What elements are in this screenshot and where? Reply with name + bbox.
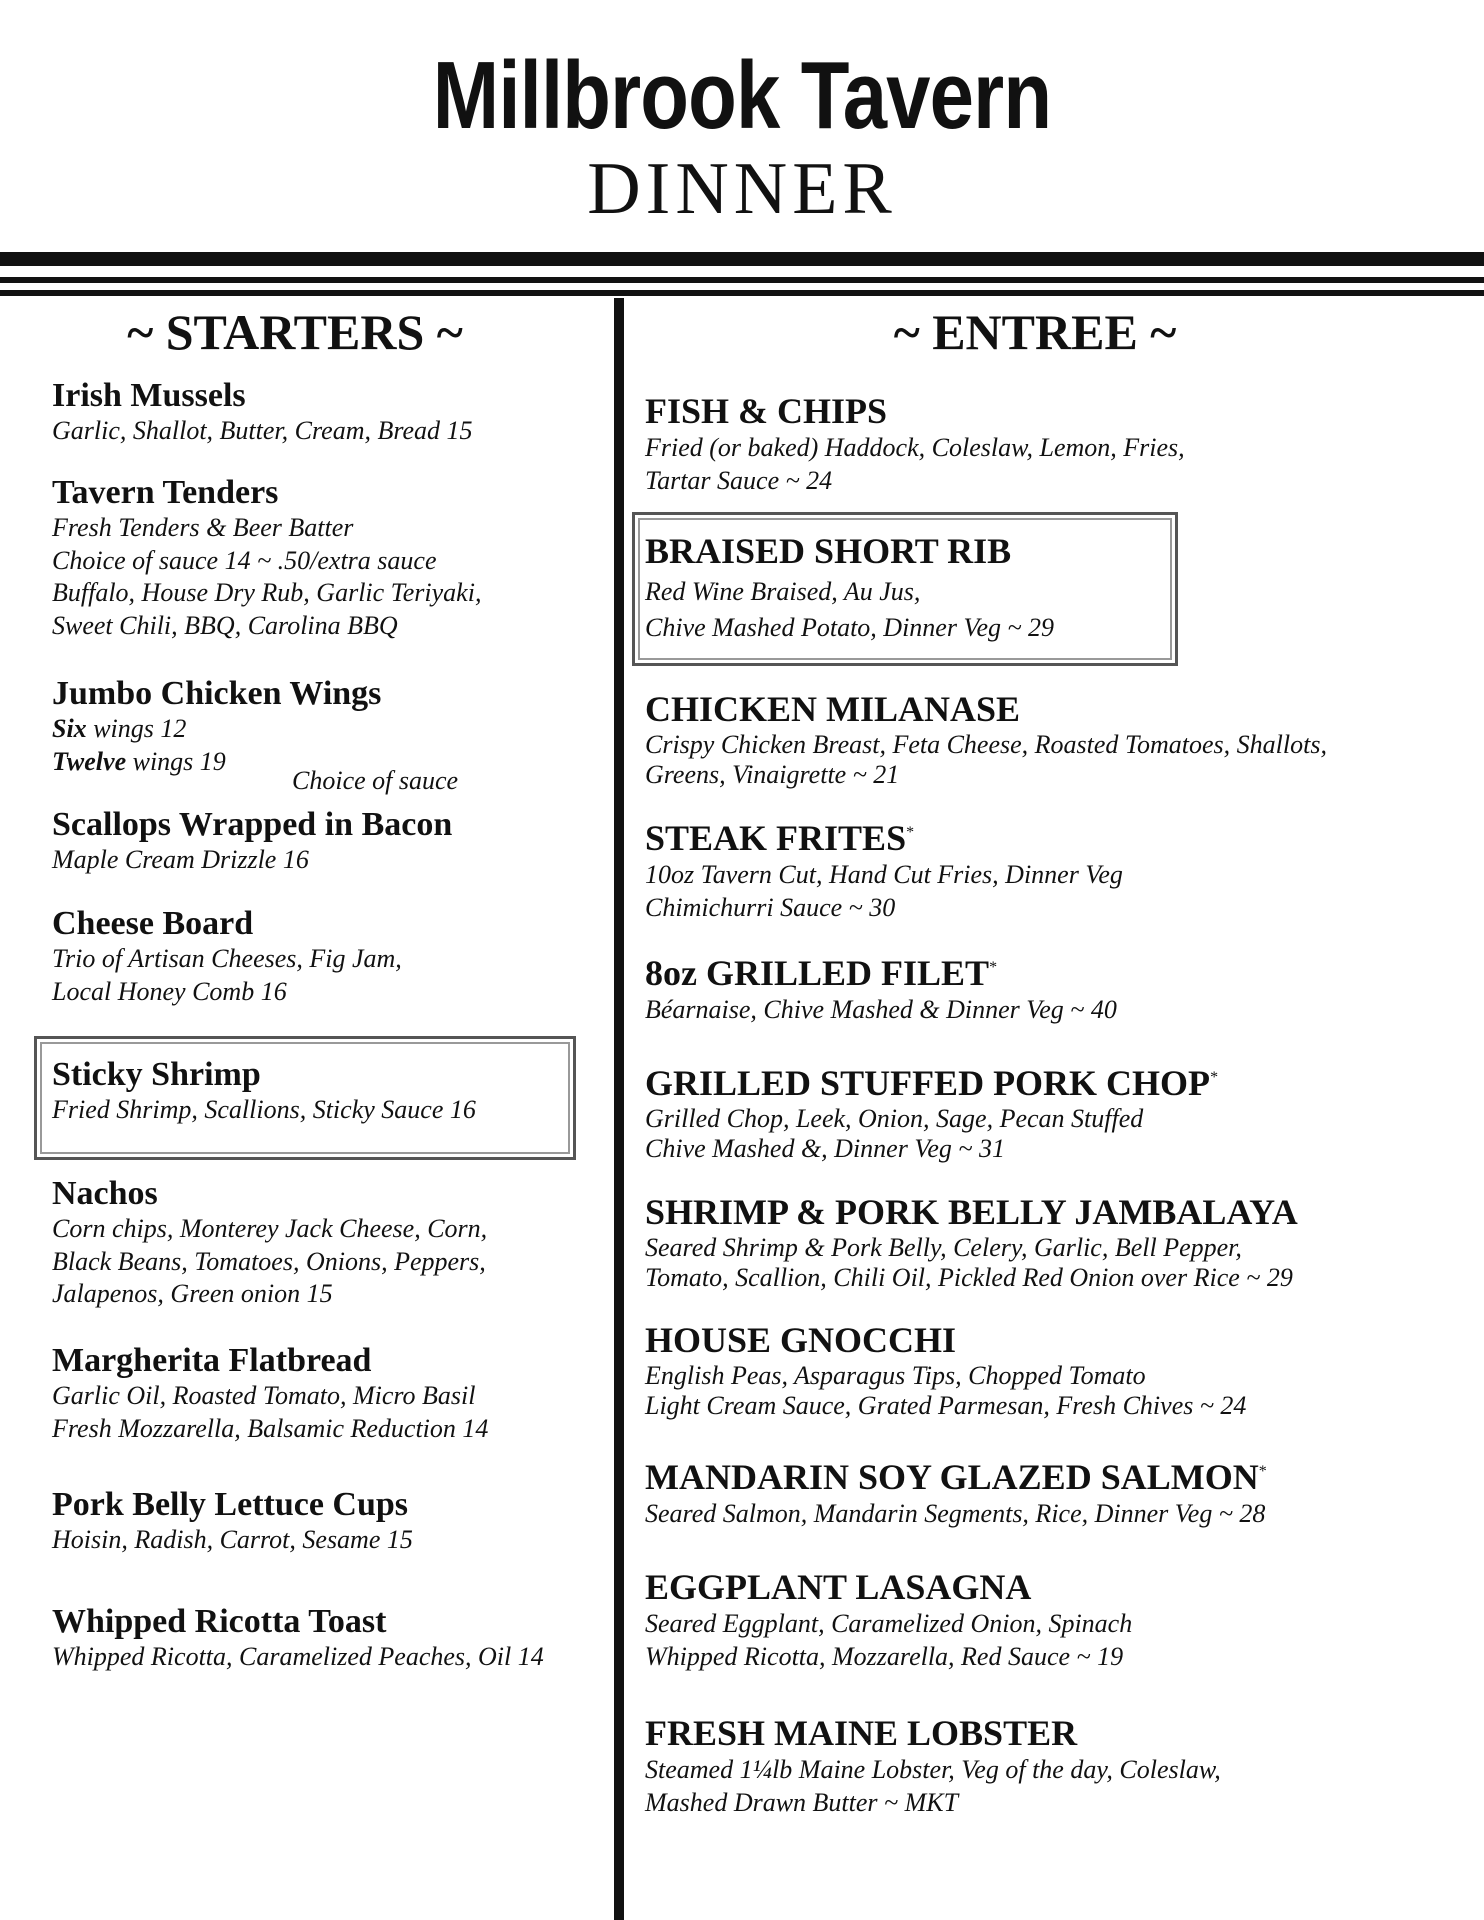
entree-item xyxy=(645,818,1123,924)
entree-name: CHICKEN MILANASE xyxy=(645,689,1021,729)
header-rule-thick xyxy=(0,252,1484,266)
entree-item xyxy=(645,1192,1298,1292)
entree-description: 10oz Tavern Cut, Hand Cut Fries, Dinner Veg xyxy=(645,860,1123,890)
entree-name: FISH & CHIPS xyxy=(645,391,888,431)
entree-description: Fried (or baked) Haddock, Coleslaw, Lemon, Fries, xyxy=(645,433,1185,463)
entree-description: Red Wine Braised, Au Jus, xyxy=(645,577,921,607)
entree-description: Chive Mashed Potato, Dinner Veg ~ 29 xyxy=(645,613,1055,643)
starter-description: Buffalo, House Dry Rub, Garlic Teriyaki, xyxy=(52,578,482,608)
consumer-advisory-asterisk: * xyxy=(1210,1069,1219,1086)
entree-description: Seared Salmon, Mandarin Segments, Rice, Dinner Veg ~ 28 xyxy=(645,1499,1266,1529)
wings-price-twelve: wings 19 xyxy=(126,746,226,776)
entree-description: Steamed 1¼lb Maine Lobster, Veg of the day, Coleslaw, xyxy=(645,1755,1221,1785)
starter-name: Scallops Wrapped in Bacon xyxy=(52,806,453,843)
starter-name: Cheese Board xyxy=(52,905,254,942)
entree-name-text: GRILLED STUFFED PORK CHOP xyxy=(645,1063,1211,1103)
entree-item xyxy=(645,1063,1218,1163)
entree-name: EGGPLANT LASAGNA xyxy=(645,1567,1032,1607)
wings-option-six xyxy=(52,713,381,746)
entree-description: Chive Mashed &, Dinner Veg ~ 31 xyxy=(645,1133,1005,1163)
starters-heading: ~ STARTERS ~ xyxy=(127,304,463,360)
starter-name: Jumbo Chicken Wings xyxy=(52,675,382,712)
entree-name: FRESH MAINE LOBSTER xyxy=(645,1713,1078,1753)
entree-name xyxy=(645,818,1123,859)
starter-item xyxy=(52,805,452,877)
starter-description: Corn chips, Monterey Jack Cheese, Corn, xyxy=(52,1214,488,1244)
column-divider xyxy=(614,298,624,1920)
starter-name: Nachos xyxy=(52,1175,158,1212)
starter-description: Garlic, Shallot, Butter, Cream, Bread 15 xyxy=(52,416,473,446)
starter-description: Fresh Mozzarella, Balsamic Reduction 14 xyxy=(52,1413,489,1443)
wings-count-six: Six xyxy=(52,714,87,744)
starter-name: Pork Belly Lettuce Cups xyxy=(52,1486,409,1523)
consumer-advisory-asterisk: * xyxy=(989,959,998,976)
entree-item xyxy=(645,1713,1221,1819)
entree-name xyxy=(645,1063,1218,1104)
entree-heading: ~ ENTREE ~ xyxy=(893,304,1177,360)
wings-sauce-note: Choice of sauce xyxy=(292,766,459,795)
starter-item xyxy=(52,1602,544,1674)
entree-item xyxy=(645,1457,1267,1531)
entree-description: Light Cream Sauce, Grated Parmesan, Fresh Chives ~ 24 xyxy=(645,1390,1247,1420)
entree-name-text: 8oz GRILLED FILET xyxy=(645,953,990,993)
starter-name: Margherita Flatbread xyxy=(52,1342,372,1379)
entree-description: Seared Eggplant, Caramelized Onion, Spinach xyxy=(645,1609,1133,1639)
starter-description: Trio of Artisan Cheeses, Fig Jam, xyxy=(52,944,402,974)
starter-item xyxy=(52,1174,487,1311)
menu-subtitle: DINNER xyxy=(587,148,897,230)
entree-item xyxy=(645,1567,1132,1673)
consumer-advisory-asterisk: * xyxy=(1258,1463,1267,1480)
entree-item xyxy=(645,689,1327,789)
entree-description: English Peas, Asparagus Tips, Chopped Tomato xyxy=(645,1361,1146,1391)
entree-name-text: MANDARIN SOY GLAZED SALMON xyxy=(645,1457,1259,1497)
entree-description: Chimichurri Sauce ~ 30 xyxy=(645,892,896,922)
starter-description: Choice of sauce 14 ~ .50/extra sauce xyxy=(52,545,437,575)
starter-item xyxy=(52,674,381,778)
starter-item xyxy=(52,1341,488,1445)
starter-description: Garlic Oil, Roasted Tomato, Micro Basil xyxy=(52,1381,476,1411)
starter-description: Fried Shrimp, Scallions, Sticky Sauce 16 xyxy=(52,1095,476,1125)
starter-description: Sweet Chili, BBQ, Carolina BBQ xyxy=(52,610,398,640)
starter-description: Local Honey Comb 16 xyxy=(52,976,287,1006)
starter-item xyxy=(52,473,481,642)
entree-description: Béarnaise, Chive Mashed & Dinner Veg ~ 40 xyxy=(645,995,1117,1025)
entree-description: Mashed Drawn Butter ~ MKT xyxy=(645,1787,959,1817)
starter-name: Sticky Shrimp xyxy=(52,1056,261,1093)
wings-price-six: wings 12 xyxy=(86,714,187,744)
entree-item xyxy=(645,531,1054,645)
starter-item xyxy=(52,1485,413,1557)
starter-name: Tavern Tenders xyxy=(52,474,279,511)
entree-description: Seared Shrimp & Pork Belly, Celery, Garlic, Bell Pepper, xyxy=(645,1233,1242,1263)
entree-name-text: STEAK FRITES xyxy=(645,818,907,858)
consumer-advisory-asterisk: * xyxy=(906,824,915,841)
entree-description: Crispy Chicken Breast, Feta Cheese, Roasted Tomatoes, Shallots, xyxy=(645,730,1327,760)
starter-description: Hoisin, Radish, Carrot, Sesame 15 xyxy=(52,1525,413,1555)
entree-item xyxy=(645,1320,1246,1420)
starter-description: Jalapenos, Green onion 15 xyxy=(52,1279,333,1309)
entree-name: SHRIMP & PORK BELLY JAMBALAYA xyxy=(645,1192,1298,1232)
entree-description: Greens, Vinaigrette ~ 21 xyxy=(645,759,900,789)
entree-description: Grilled Chop, Leek, Onion, Sage, Pecan Stuffed xyxy=(645,1104,1144,1134)
starter-name: Irish Mussels xyxy=(52,377,246,414)
starter-description: Whipped Ricotta, Caramelized Peaches, Oil 14 xyxy=(52,1642,544,1672)
entree-name xyxy=(645,953,1117,994)
entree-item xyxy=(645,391,1185,497)
entree-description: Tartar Sauce ~ 24 xyxy=(645,465,833,495)
entree-name: HOUSE GNOCCHI xyxy=(645,1320,957,1360)
starter-description: Black Beans, Tomatoes, Onions, Peppers, xyxy=(52,1246,486,1276)
entree-description: Tomato, Scallion, Chili Oil, Pickled Red Onion over Rice ~ 29 xyxy=(645,1262,1293,1292)
starter-description: Maple Cream Drizzle 16 xyxy=(52,845,309,875)
starter-item xyxy=(52,376,473,448)
entree-name: BRAISED SHORT RIB xyxy=(645,531,1012,571)
restaurant-title: Millbrook Tavern xyxy=(432,42,1052,149)
header-rule-thin-2 xyxy=(0,290,1484,296)
starter-name: Whipped Ricotta Toast xyxy=(52,1603,387,1640)
wings-count-twelve: Twelve xyxy=(52,746,127,776)
starter-item xyxy=(52,904,402,1008)
entree-item xyxy=(645,953,1117,1027)
starter-item xyxy=(52,1055,476,1127)
entree-description: Whipped Ricotta, Mozzarella, Red Sauce ~ 19 xyxy=(645,1641,1124,1671)
entree-name xyxy=(645,1457,1267,1498)
header-rule-thin-1 xyxy=(0,277,1484,283)
starter-description: Fresh Tenders & Beer Batter xyxy=(52,513,354,543)
